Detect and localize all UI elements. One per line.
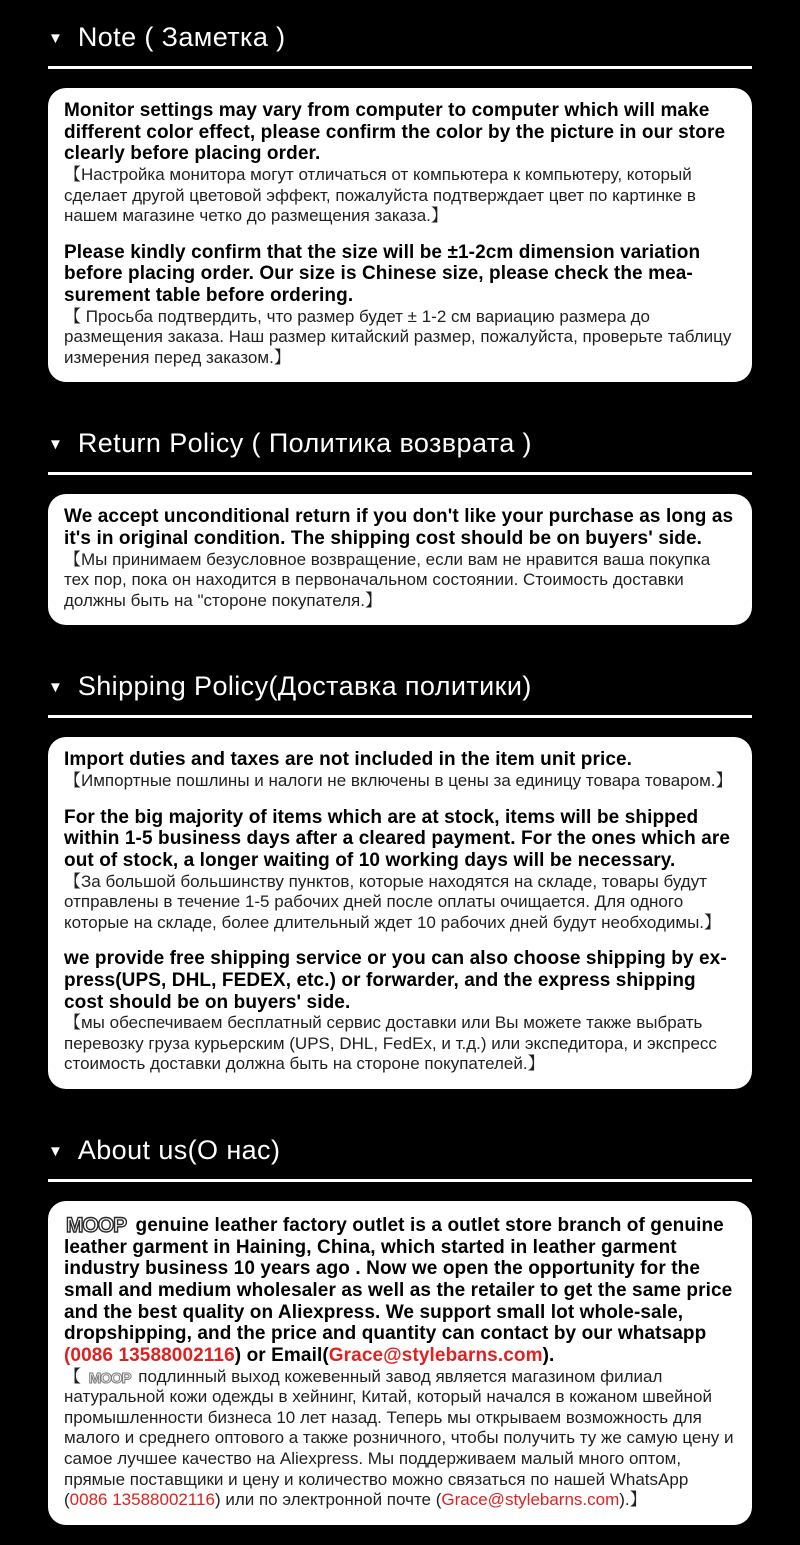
shipping-policy-card xyxy=(48,737,752,1089)
bracket-open: 【 xyxy=(64,1366,86,1386)
shipping-paragraph-2 xyxy=(64,807,736,934)
policy-description-page xyxy=(0,22,800,1545)
header-underline xyxy=(48,1179,752,1182)
section-title-return-policy: Return Policy ( Политика возврата ) xyxy=(77,428,532,459)
section-header-return-policy xyxy=(0,428,800,459)
return-paragraph-1 xyxy=(64,506,736,611)
section-header-shipping-policy xyxy=(0,671,800,702)
section-title-shipping-policy: Shipping Policy(Доставка политики) xyxy=(77,671,532,702)
header-underline xyxy=(48,472,752,475)
about-paragraph-ru xyxy=(64,1367,736,1511)
about-us-card xyxy=(48,1201,752,1525)
paragraph-en: Import duties and taxes are not included in the item unit price. xyxy=(64,749,633,771)
section-header-note xyxy=(0,22,800,53)
whatsapp-number: (0086 13588002116 xyxy=(64,1345,235,1367)
about-ru-end: ).】 xyxy=(619,1490,647,1510)
moop-brand-logo-small: MOOP xyxy=(88,1369,131,1387)
about-paragraph xyxy=(64,1213,736,1511)
header-underline xyxy=(48,715,752,718)
paragraph-ru: 【Импортные пошлины и налоги не включены в цены за единицу товара товаром.】 xyxy=(64,770,733,790)
shipping-paragraph-1 xyxy=(64,749,736,791)
about-ru-intro: подлинный выход кожевенный завод является магазином филиал натуральной кожи одежды в хейнинг, Китай, который начался в кожаном швейной промышленности бизнеса 10 лет назад. Теперь мы открываем возможность для малого и среднего оптового а также розничного, чтобы получить ту же самую цену и самое лучшее качество на Aliexpress. Мы поддерживаем малый много оптом, прямые поставщики и цену и количество можно связаться по нашей WhatsApp ( xyxy=(64,1366,734,1510)
triangle-down-icon: ▼ xyxy=(48,30,63,47)
shipping-paragraph-3 xyxy=(64,948,736,1075)
header-underline xyxy=(48,66,752,69)
paragraph-en: we provide free shipping service or you can also choose shipping by ex-press(UPS, DHL, FEDEX, etc.) or forwarder, and the express shipping cost should be on buyers' side. xyxy=(64,948,727,1013)
paragraph-en: For the big majority of items which are at stock, items will be shipped within 1-5 business days after a cleared payment. For the ones which are out of stock, a longer waiting of 10 working days will be necessary. xyxy=(64,806,731,871)
section-header-about-us xyxy=(0,1135,800,1166)
note-paragraph-1 xyxy=(64,100,736,227)
about-paragraph-en xyxy=(64,1213,736,1367)
section-about-us xyxy=(0,1135,800,1525)
triangle-down-icon: ▼ xyxy=(48,679,63,697)
email-address-ru: Grace@stylebarns.com xyxy=(441,1490,620,1510)
about-en-intro: genuine leather factory outlet is a outlet store branch of genuine leather garment in Haining, China, which started in leather garment industry business 10 years ago . Now we open the opportunity for the small and medium wholesaler as well as the retailer to get the same price and the best quality on Aliexpress. We support small lot whole-sale, dropshipping, and the price and quantity can contact by our whatsapp xyxy=(64,1214,733,1345)
section-note xyxy=(0,22,800,382)
about-en-end: ). xyxy=(542,1345,555,1367)
triangle-down-icon: ▼ xyxy=(48,436,63,454)
paragraph-en: We accept unconditional return if you don't like your purchase as long as it's in original condition. The shipping cost should be on buyers' side. xyxy=(64,506,734,549)
paragraph-ru: 【Настройка монитора могут отличаться от компьютера к компьютеру, который сделает другой цветовой эффект, пожалуйста подтверждает цвет по картинке в нашем магазине четко до размещения заказа.】 xyxy=(64,164,696,226)
paragraph-en: Monitor settings may vary from computer to computer which will make different color effect, please confirm the color by the picture in our store clearly before placing order. xyxy=(64,100,726,165)
triangle-down-icon: ▼ xyxy=(48,1142,63,1160)
paragraph-ru: 【За большой большинству пунктов, которые находятся на складе, товары будут отправлены в течение 1-5 рабочих дней после оплаты очищается. Для одного которые на складе, более длительный ждет 10 рабочих дней будут необходимы.】 xyxy=(64,871,722,932)
section-return-policy xyxy=(0,428,800,625)
return-policy-card xyxy=(48,494,752,625)
moop-brand-logo: MOOP xyxy=(66,1213,127,1237)
paragraph-ru: 【Мы принимаем безусловное возвращение, если вам не нравится ваша покупка тех пор, пока он находится в первоначальном состоянии. Стоимость доставки должны быть на "стороне покупателя.】 xyxy=(64,549,711,610)
note-card xyxy=(48,88,752,382)
email-address: Grace@stylebarns.com xyxy=(328,1345,543,1367)
note-paragraph-2 xyxy=(64,242,736,369)
section-shipping-policy xyxy=(0,671,800,1089)
about-ru-mid: ) или по электронной почте ( xyxy=(214,1490,442,1510)
paragraph-en: Please kindly confirm that the size will be ±1-2cm dimension variation before placing order. Our size is Chinese size, please check the mea-surement table before ordering. xyxy=(64,241,701,306)
section-title-note: Note ( Заметка ) xyxy=(77,22,286,52)
about-en-mid: ) or Email( xyxy=(234,1345,329,1367)
whatsapp-number-ru: 0086 13588002116 xyxy=(69,1490,215,1510)
paragraph-ru: 【 Просьба подтвердить, что размер будет ± 1-2 см вариацию размера до размещения заказа. Наш размер китайский размер, пожалуйста, проверьте таблицу измерения перед заказом.】 xyxy=(64,306,732,367)
section-title-about-us: About us(О нас) xyxy=(77,1134,281,1165)
paragraph-ru: 【мы обеспечиваем бесплатный сервис доставки или Вы можете также выбрать перевозку груза курьерским (UPS, DHL, FedEx, и т.д.) или экспедитора, и экспресс стоимость доставки должна быть на стороне покупателей.】 xyxy=(64,1013,717,1074)
